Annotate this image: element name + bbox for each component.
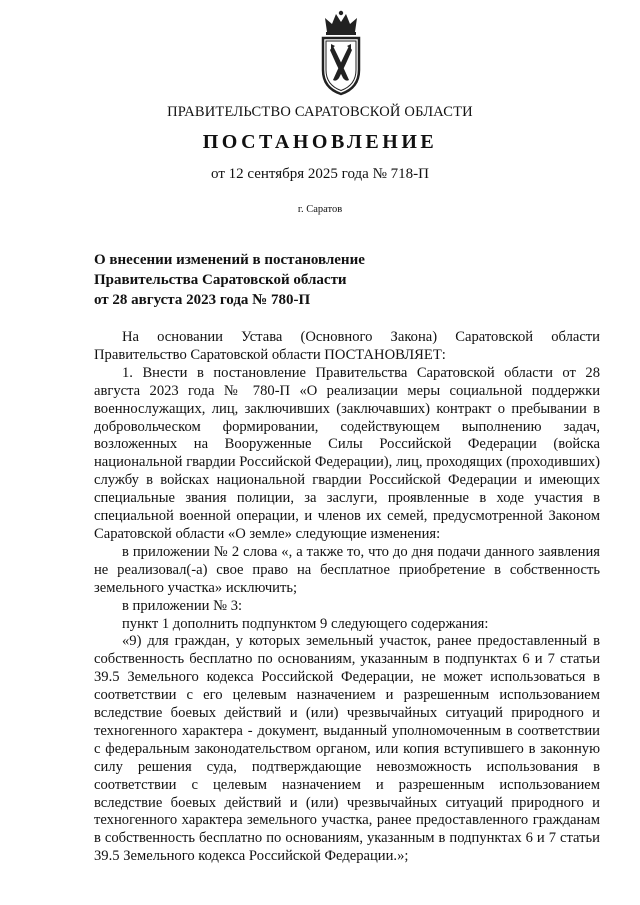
document-subject [94, 250, 424, 310]
body-paragraph: пункт 1 дополнить подпунктом 9 следующего содержания: [122, 615, 489, 632]
subject-line: Правительства Саратовской области [94, 272, 347, 288]
document-city: г. Саратов [297, 204, 343, 215]
saratov-coat-of-arms-icon [319, 10, 363, 96]
document-body [94, 329, 600, 866]
document-type-title: ПОСТАНОВЛЕНИЕ [202, 131, 438, 153]
document-date-number: от 12 сентября 2025 года № 718-П [211, 166, 429, 182]
subject-line: О внесении изменений в постановление [94, 252, 365, 268]
body-paragraph: 1. Внести в постановление Правительства Саратовской области от 28 августа 2023 года № 780-П «О реализации меры социальной поддержки военнослужащих, лиц, заключивших (заключавших) контракт о пребывании в добровольческом формировании, содействующем выполнению задач, возложенных на Вооруженные Силы Российской Федерации (войска национальной гвардии Российской Федерации), лиц, проходящих (проходивших) службу в войсках национальной гвардии Российской Федерации и имеющих специальные звания полиции, за заслуги, проявленные в ходе участия в специальной военной операции, и членов их семей, предусмотренной Законом Саратовской области «О земле» следующие изменения: [94, 364, 600, 542]
body-paragraph: На основании Устава (Основного Закона) Саратовской области Правительство Саратовской области ПОСТАНОВЛЯЕТ: [94, 329, 600, 363]
subject-line: от 28 августа 2023 года № 780-П [94, 292, 311, 308]
body-paragraph: «9) для граждан, у которых земельный участок, ранее предоставленный в собственность бесплатно по основаниям, указанным в подпунктах 6 и 7 статьи 39.5 Земельного кодекса Российской Федерации, не может использоваться в соответствии с его целевым назначением и разрешенным использованием вследствие боевых действий и (или) чрезвычайных ситуаций природного и техногенного характера - документ, выданный уполномоченным в соответствии с федеральным законодательством органом, или копия вступившего в законную силу решения суда, подтверждающие невозможность использования в соответствии с целевым назначением и разрешенным использованием вследствие боевых действий и (или) чрезвычайных ситуаций природного и техногенного характера земельного участка, ранее предоставленного гражданам в собственность бесплатно по основаниям, указанным в подпунктах 6 и 7 статьи 39.5 Земельного кодекса Российской Федерации.»; [94, 633, 600, 865]
body-paragraph: в приложении № 3: [122, 597, 243, 614]
government-name: ПРАВИТЕЛЬСТВО САРАТОВСКОЙ ОБЛАСТИ [167, 104, 473, 120]
body-paragraph: в приложении № 2 слова «, а также то, что до дня подачи данного заявления не реализовал(-а) свое право на бесплатное приобретение в собственность земельного участка» исключить; [94, 543, 600, 596]
